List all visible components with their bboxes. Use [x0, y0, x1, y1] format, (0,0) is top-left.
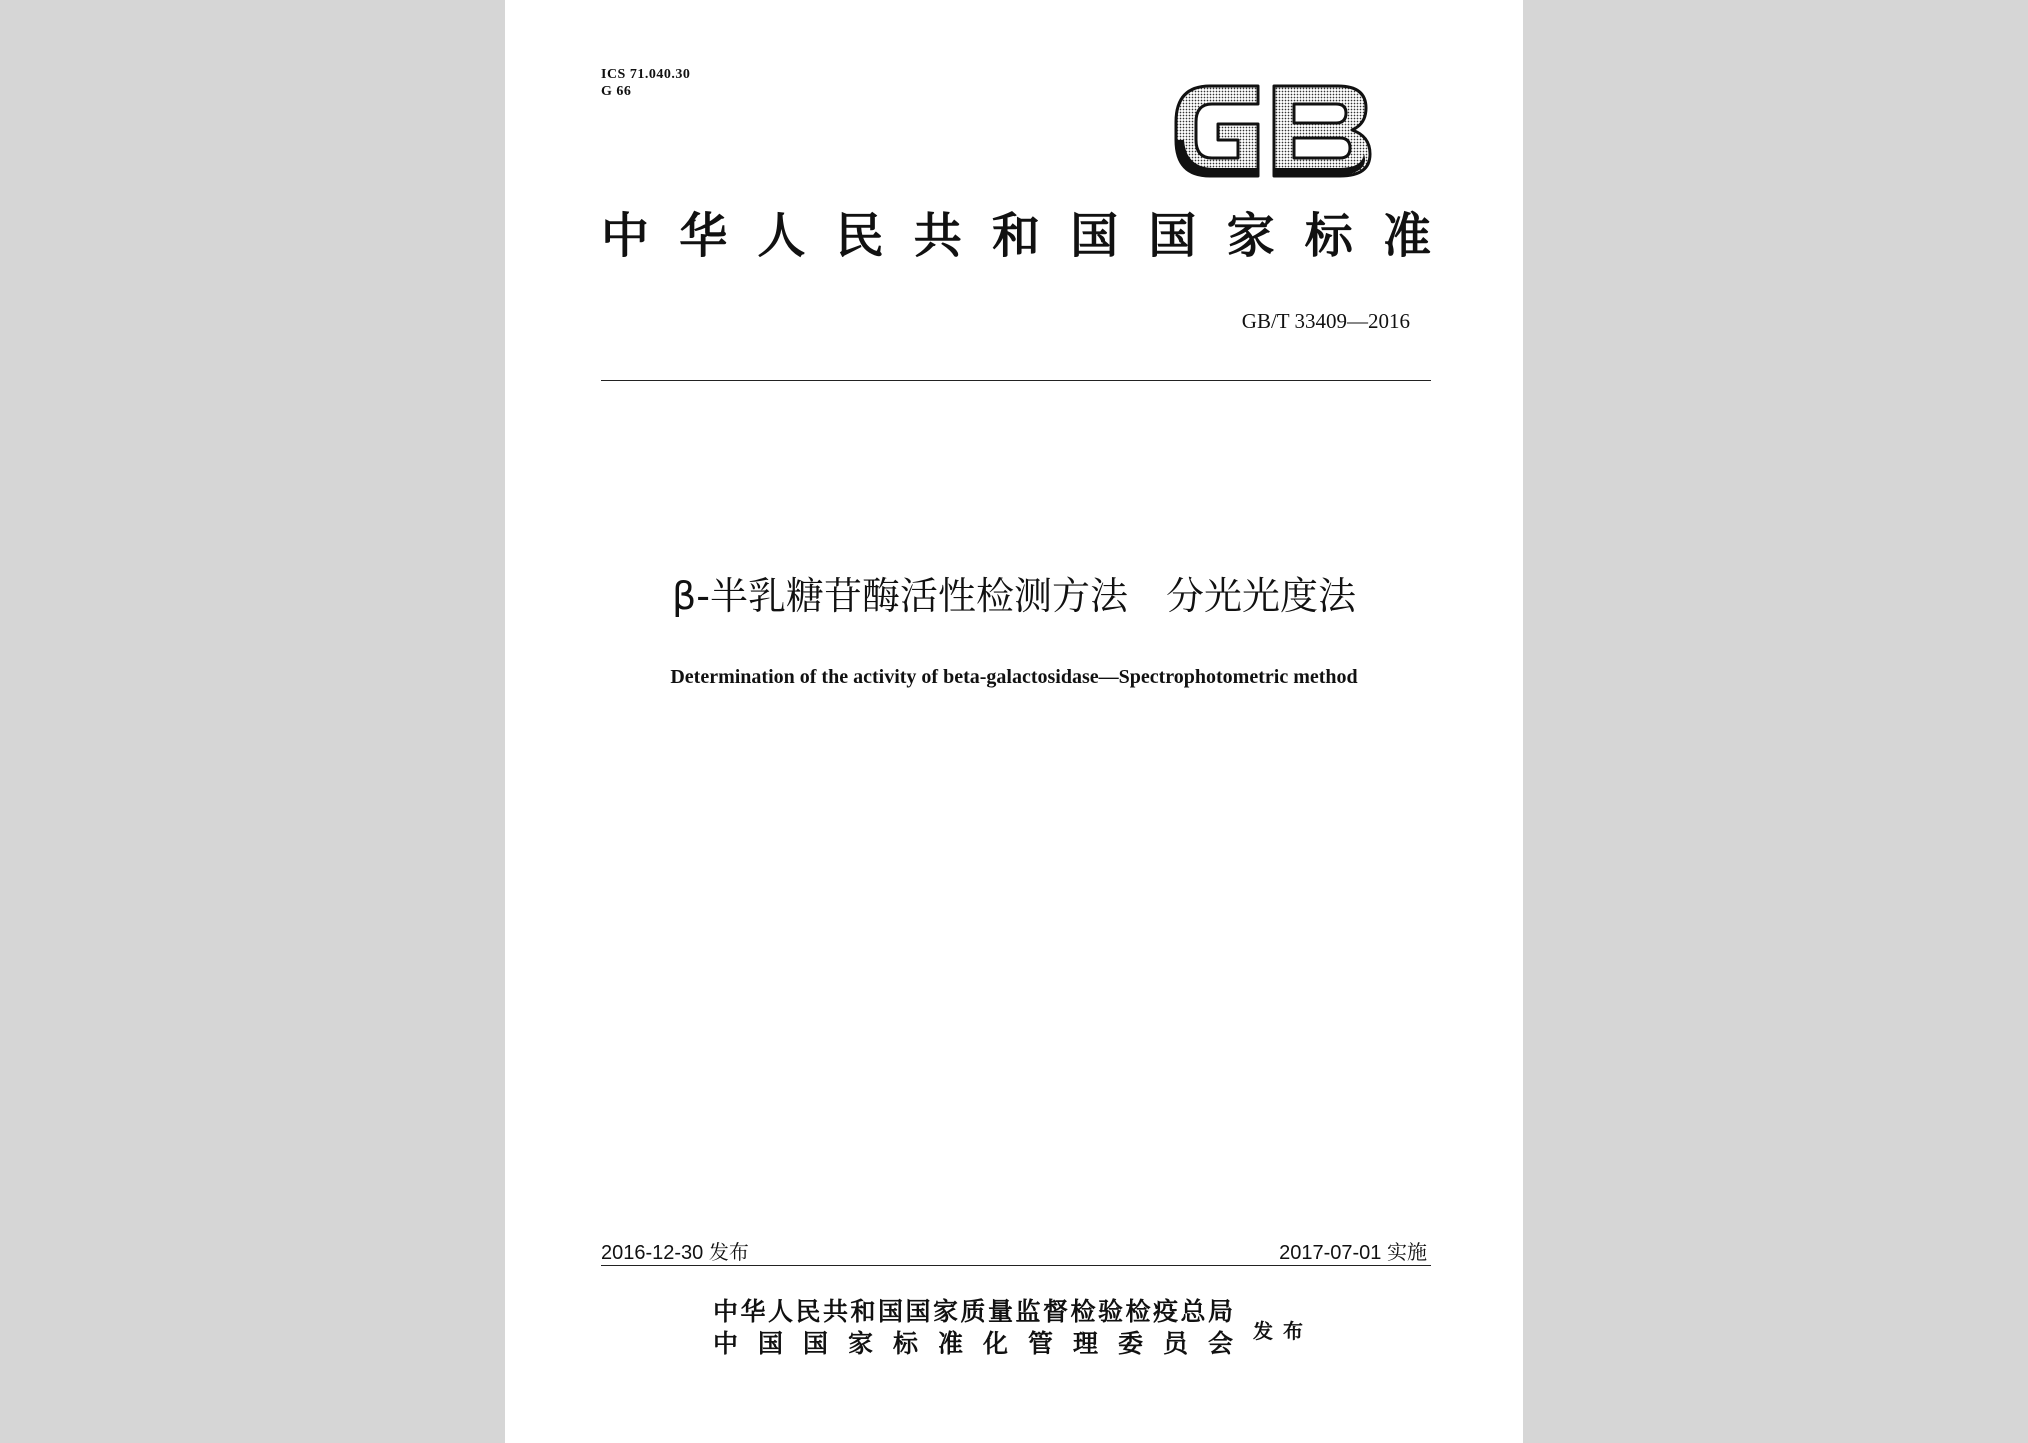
ccs-code: G 66 — [601, 84, 632, 99]
publish-label: 发布 — [1253, 1319, 1313, 1343]
issuer-list — [713, 1296, 1233, 1360]
title-english: Determination of the activity of beta-galactosidase—Spectrophotometric method — [670, 666, 1358, 688]
standard-type-heading: 中华人民共和国国家标准 — [601, 208, 1431, 264]
issuer-sac: 中国国家标准化管理委员会 — [713, 1329, 1233, 1358]
implementation-date: 2017-07-01 实施 — [1279, 1242, 1427, 1264]
footer-divider — [601, 1265, 1431, 1266]
issue-date: 2016-12-30 发布 — [601, 1242, 749, 1264]
gb-logo — [1170, 78, 1376, 184]
standard-number: GB/T 33409—2016 — [1241, 309, 1410, 333]
title-chinese: β-半乳糖苷酶活性检测方法 分光光度法 — [672, 574, 1356, 618]
document-page — [505, 0, 1523, 1443]
issuer-aqsiq: 中华人民共和国国家质量监督检验检疫总局 — [713, 1297, 1233, 1326]
ics-code: ICS 71.040.30 — [601, 67, 691, 82]
logo-letter-b — [1274, 86, 1370, 176]
logo-letter-g — [1176, 86, 1258, 176]
header-divider — [601, 380, 1431, 381]
